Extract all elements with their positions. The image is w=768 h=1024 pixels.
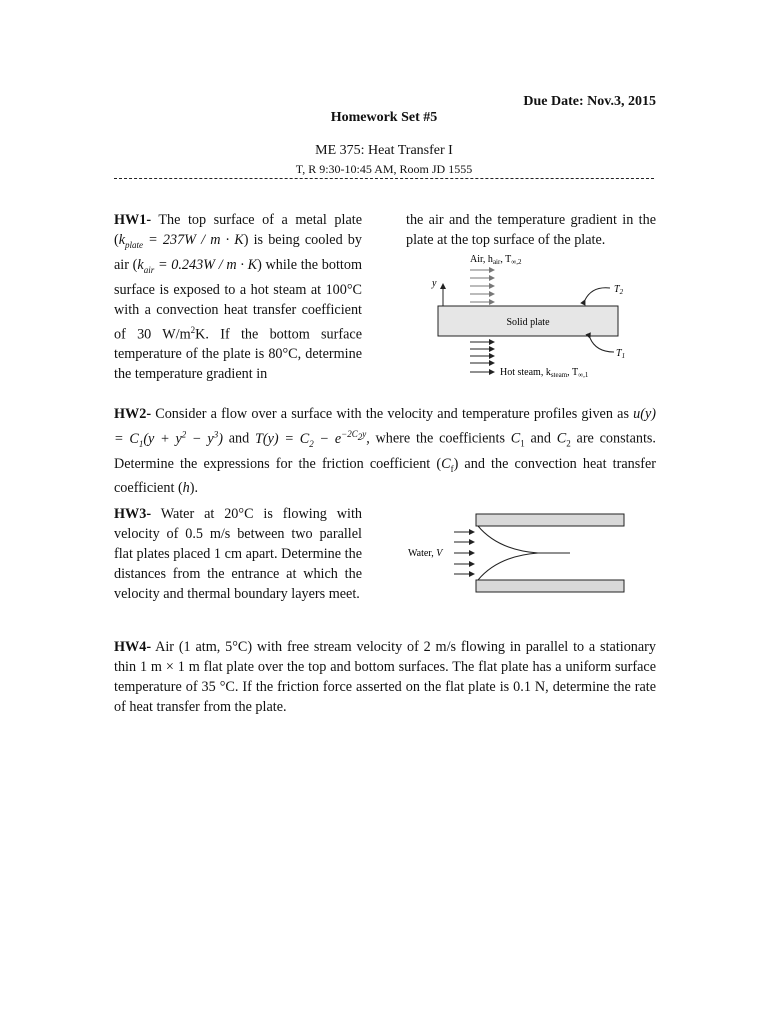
divider-rule xyxy=(114,178,654,179)
hw2-text-1: Consider a flow over a surface with the velocity and temperature profiles given as xyxy=(155,406,629,422)
hw1-k-air-value: = 0.243W / m · K xyxy=(154,256,258,273)
hw3-figure xyxy=(408,512,628,596)
hw1-sup-2: 2 xyxy=(190,324,196,335)
hw2-c1-sub: 1 xyxy=(520,438,525,449)
hw3-label: HW3- xyxy=(114,506,152,522)
hw2-eq-velocity: $u(y) = C_1(y + y^2 - y^3)$ xyxy=(114,406,657,449)
course-schedule: T, R 9:30-10:45 AM, Room JD 1555 xyxy=(295,162,473,176)
homework-title: Homework Set #5 xyxy=(330,110,438,125)
hw1-fig-steam-arrows xyxy=(470,342,494,372)
hw1-problem-text-continued: the air and the temperature gradient in the plate at the top surface of the plate. xyxy=(406,212,656,248)
hw2-text-2: , where the coefficients xyxy=(366,430,511,447)
hw2-text-3: and xyxy=(524,430,557,447)
hw1-fig-t1-label: $T_1$ xyxy=(616,348,626,360)
hw1-k-plate-sub: plate xyxy=(125,239,144,250)
hw4-label: HW4- xyxy=(114,639,152,655)
hw1-k-plate: k xyxy=(118,232,126,248)
hw3-text: Water at 20°C is flowing with velocity of 0.5 m/s between two parallel flat plates placed 1 cm apart. Determine the distances from the entrance at which the velocity and thermal boundary layers meet. xyxy=(114,506,362,602)
hw3-problem-text xyxy=(114,504,362,604)
hw2-h: h xyxy=(182,480,190,497)
hw1-fig-air-label: Air, $h_{air}$, $T_{\infty,2}$ xyxy=(470,254,522,266)
hw1-text-4: K. If the bottom surface temperature of the plate is 80°C, determine the temperature gradient in xyxy=(114,326,362,383)
course-title: ME 375: Heat Transfer I xyxy=(315,143,453,158)
hw2-text-5: ) and the convection heat transfer coefficient ( xyxy=(114,455,656,497)
hw4-text: Air (1 atm, 5°C) with free stream velocity of 2 m/s flowing in parallel to a stationary thin 1 m × 1 m flat plate over the top and bottom surfaces. The flat plate has a uniform surface temperature of 35 °C. If the friction force asserted on the flat plate is 0.1 N, determine the rate of heat transfer from the plate. xyxy=(114,639,656,715)
hw1-k-air: k xyxy=(137,256,144,273)
hw1-fig-air-arrows xyxy=(470,270,494,302)
hw2-cf-sub: f xyxy=(450,463,454,474)
due-date: Due Date: Nov.3, 2015 xyxy=(523,94,656,109)
hw2-and: and xyxy=(222,430,255,447)
hw2-eq-temperature: $T(y) = C_2 - e^{-2C_2y}$ xyxy=(254,429,367,449)
hw3-fig-bottom-plate xyxy=(476,580,624,592)
hw2-text-4: are constants. Determine the expressions for the friction coefficient ( xyxy=(114,430,656,472)
hw2-problem-text xyxy=(114,404,656,498)
hw1-text-1: The top surface of a metal plate ( xyxy=(114,212,362,248)
hw2-c2: C xyxy=(556,430,567,447)
hw3-fig-flow-arrows xyxy=(454,532,474,574)
hw3-fig-top-plate xyxy=(476,514,624,526)
hw2-label: HW2- xyxy=(114,406,152,422)
hw2-c1: C xyxy=(510,430,521,447)
hw3-fig-lower-boundary-layer xyxy=(478,553,538,580)
hw3-fig-upper-boundary-layer xyxy=(478,526,570,553)
hw1-text-2: ) is being cooled by air ( xyxy=(114,232,362,273)
hw1-problem-text xyxy=(114,210,362,384)
hw2-cf: C xyxy=(441,455,451,472)
hw2-text-6: ). xyxy=(189,480,199,497)
hw2-c2-sub: 2 xyxy=(566,438,571,449)
hw1-label: HW1- xyxy=(114,212,152,228)
hw1-fig-t1-pointer xyxy=(590,338,614,352)
hw1-figure xyxy=(420,248,660,380)
hw1-fig-plate-label: Solid plate xyxy=(506,317,550,328)
hw1-fig-y-label: y xyxy=(432,278,437,289)
hw1-fig-t2-label: $T_2$ xyxy=(614,284,624,296)
hw1-text-3: ) while the bottom surface is exposed to a hot steam at 100°C with a convection heat transfer coefficient of 30 W/m xyxy=(114,256,362,343)
hw1-k-plate-value: = 237W / m · K xyxy=(143,232,244,248)
hw4-problem-text xyxy=(114,637,656,717)
hw1-k-air-sub: air xyxy=(143,264,155,275)
hw1-fig-steam-label: Hot steam, $k_{steam}$, $T_{\infty,1}$ xyxy=(500,367,589,379)
hw1-fig-t2-pointer xyxy=(585,288,610,300)
hw3-fig-water-label: Water, V xyxy=(408,548,443,559)
